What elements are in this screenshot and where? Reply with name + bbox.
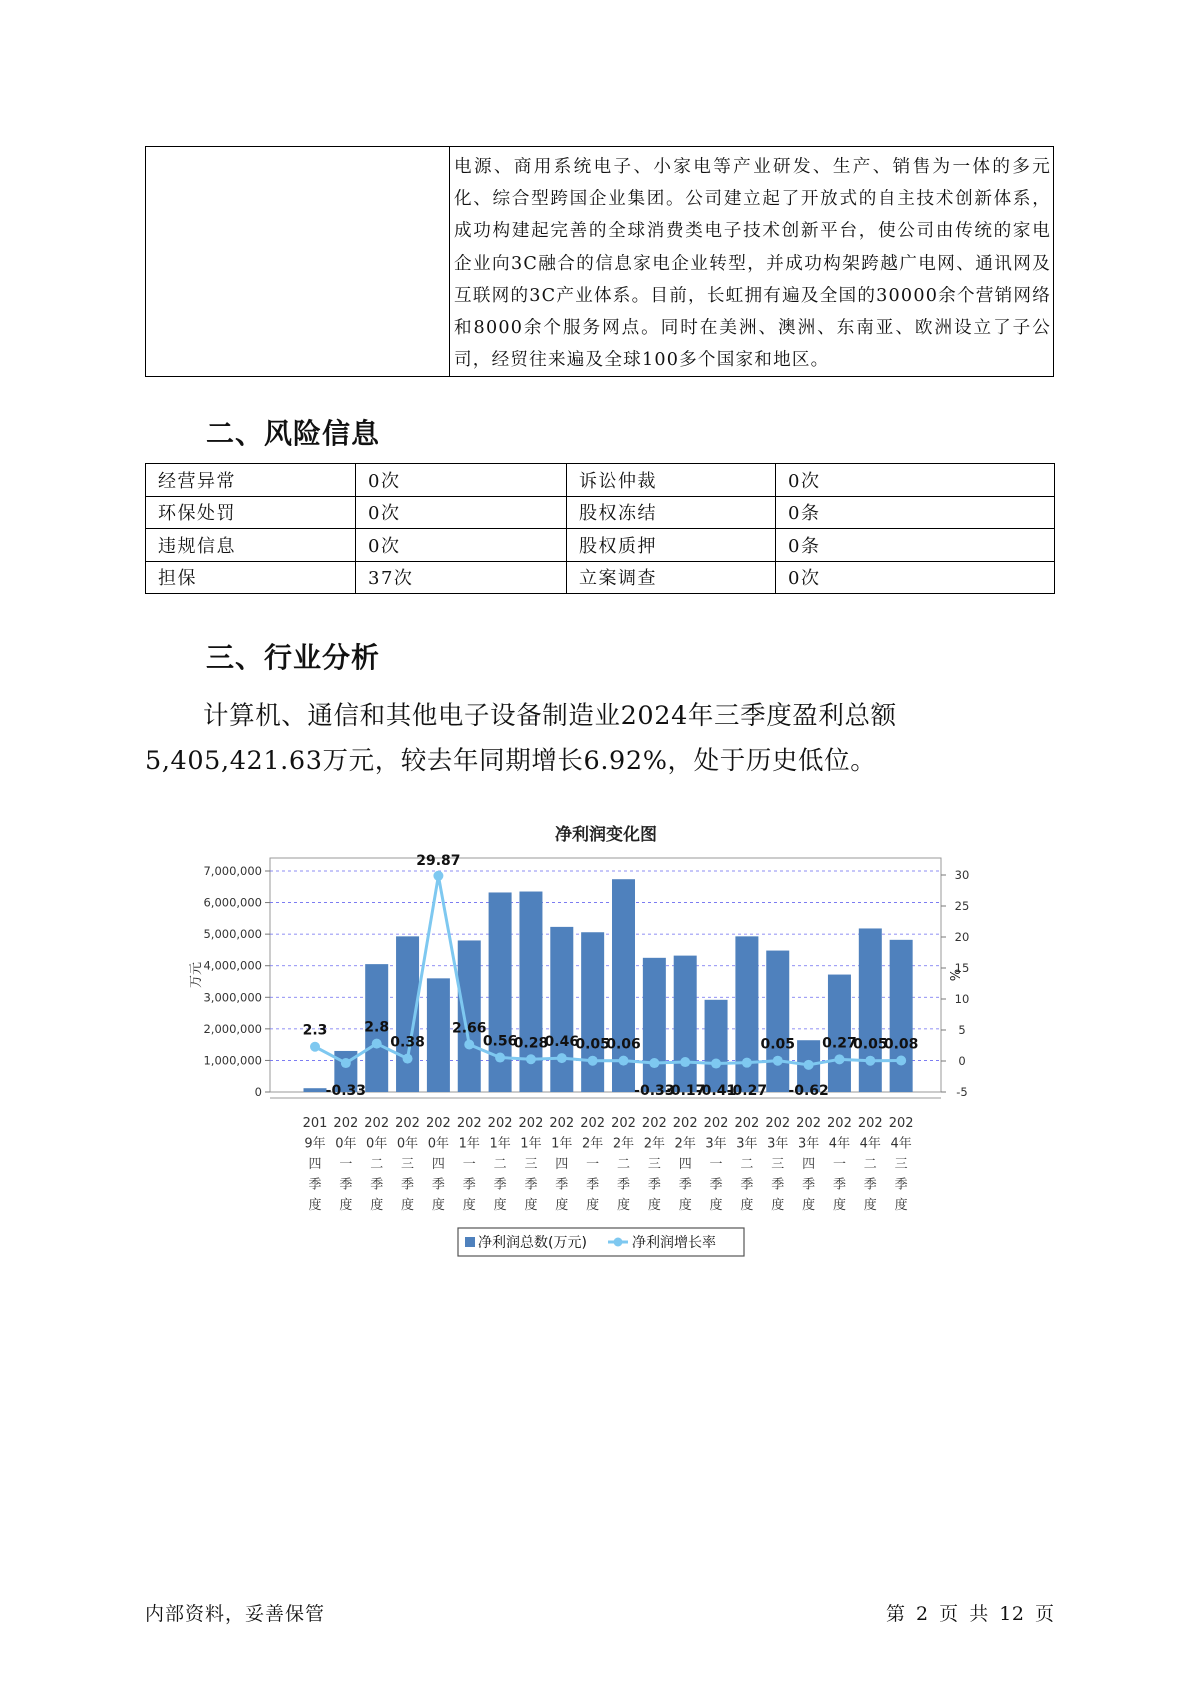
growth-rate-data-label: 0.06 [606,1036,641,1053]
y2-tick-label: -5 [956,1085,968,1099]
growth-rate-data-label: 0.28 [513,1035,549,1052]
y-tick-label: 7,000,000 [203,864,262,878]
growth-rate-data-label: -0.33 [634,1083,675,1099]
x-tick-label: 202 1年三季度 [518,1116,544,1213]
legend-line-label: 净利润增长率 [632,1235,716,1251]
growth-rate-point [619,1056,629,1066]
risk-row [146,561,1055,594]
growth-rate-data-label: 0.05 [575,1036,610,1053]
growth-rate-point [310,1042,320,1052]
company-intro-table [145,146,1054,377]
risk-value: 0次 [356,464,567,497]
y-tick-label: 5,000,000 [203,927,262,942]
risk-label: 立案调查 [567,561,776,594]
growth-rate-data-label: 0.38 [390,1034,425,1051]
growth-rate-data-label: 0.46 [544,1034,580,1051]
y2-tick-label: 15 [954,961,970,975]
growth-rate-point [557,1053,567,1063]
x-tick-label: 201 9年四季度 [302,1116,328,1213]
x-tick-label: 202 1年四季度 [549,1116,575,1213]
growth-rate-data-label: 2.8 [364,1019,390,1036]
risk-value: 0次 [776,464,1055,497]
growth-rate-data-label: 29.87 [416,852,461,869]
industry-paragraph [145,694,935,784]
x-tick-label: 202 2年二季度 [611,1116,636,1213]
risk-label: 经营异常 [146,464,356,497]
bar [458,940,481,1092]
x-tick-label: 202 0年二季度 [364,1116,390,1213]
x-tick-label: 202 3年二季度 [734,1116,760,1213]
risk-value: 37次 [356,561,567,594]
growth-rate-data-label: -0.33 [325,1083,367,1099]
risk-value: 0次 [356,529,567,562]
growth-rate-data-label: -0.62 [788,1083,829,1099]
x-tick-label: 202 4年二季度 [857,1116,883,1213]
risk-row [146,464,1055,497]
bar [735,936,758,1092]
y-tick-label: 0 [254,1085,262,1099]
growth-rate-point [341,1058,351,1068]
risk-value: 0条 [776,496,1055,529]
risk-value: 0次 [356,496,567,529]
growth-rate-point [526,1054,536,1064]
intro-text-cell [450,147,1054,377]
x-tick-label: 202 4年一季度 [827,1116,852,1213]
growth-rate-point [711,1059,721,1069]
y2-tick-label: 20 [954,930,970,944]
y-tick-label: 3,000,000 [203,990,262,1005]
growth-rate-point [896,1056,906,1066]
y-tick-label: 4,000,000 [203,958,262,973]
footer-confidential-note: 内部资料，妥善保管 [145,1603,326,1625]
risk-info-table [145,463,1055,594]
y-tick-label: 1,000,000 [203,1053,262,1068]
y-axis-label: 万元 [189,961,204,989]
x-tick-label: 202 0年一季度 [333,1116,359,1213]
growth-rate-point [773,1056,783,1066]
bar [859,928,882,1092]
x-tick-label: 202 0年三季度 [395,1116,420,1213]
growth-rate-data-label: 0.08 [883,1036,919,1053]
x-tick-label: 202 4年三季度 [888,1116,914,1213]
growth-rate-data-label: 2.3 [302,1022,328,1039]
growth-rate-data-label: 0.05 [853,1036,888,1053]
growth-rate-point [495,1053,505,1063]
company-intro-text: 电源、商用系统电子、小家电等产业研发、生产、销售为一体的多元化、综合型跨国企业集团。公司建立起了开放式的自主技术创新体系，成功构建起完善的全球消费类电子技术创新平台，使公司由传统的家电企业向3C融合的信息家电企业转型，并成功构架跨越广电网、通讯网及互联网的3C产业体系。目前，长虹拥有遍及全国的30000余个营销网络和8000余个服务网点。同时在美洲、澳洲、东南亚、欧洲设立了子公司，经贸往来遍及全球100多个国家和地区。 [454,157,1051,371]
chart-title: 净利润变化图 [555,825,657,845]
y2-tick-label: 30 [954,868,970,882]
growth-rate-point [804,1060,814,1070]
industry-paragraph-text: 计算机、通信和其他电子设备制造业2024年三季度盈利总额5,405,421.63万元，较去年同期增长6.92%，处于历史低位。 [145,701,897,776]
y-tick-label: 2,000,000 [203,1021,262,1036]
x-tick-label: 202 2年四季度 [672,1116,698,1213]
growth-rate-point [834,1054,844,1064]
bar [427,978,450,1092]
growth-rate-point [865,1056,875,1066]
growth-rate-data-label: -0.27 [726,1083,768,1099]
footer-page-number: 第 2 页 共 12 页 [886,1603,1055,1625]
bar [581,932,604,1092]
growth-rate-data-label: 0.27 [822,1035,857,1052]
growth-rate-point [742,1058,752,1068]
y2-tick-label: 5 [958,1023,966,1037]
y2-tick-label: 10 [954,992,970,1006]
bar [643,958,666,1092]
net-profit-chart [170,810,970,1270]
x-tick-label: 202 0年四季度 [425,1116,451,1213]
growth-rate-data-label: 0.05 [760,1036,796,1053]
growth-rate-point [372,1039,382,1049]
risk-value: 0条 [776,529,1055,562]
risk-label: 诉讼仲裁 [567,464,776,497]
industry-analysis-heading: 三、行业分析 [206,641,381,674]
growth-rate-point [433,871,443,881]
intro-label-cell [146,147,450,377]
risk-label: 担保 [146,561,356,594]
x-tick-label: 202 1年一季度 [456,1116,482,1213]
legend-bar-label: 净利润总数(万元) [478,1235,587,1251]
growth-rate-point [588,1056,598,1066]
legend-line-marker [614,1238,623,1247]
x-tick-label: 202 2年三季度 [641,1116,667,1213]
growth-rate-point [649,1058,659,1068]
x-tick-label: 202 3年四季度 [796,1116,822,1213]
x-tick-label: 202 3年一季度 [703,1116,729,1213]
y2-tick-label: 25 [954,899,970,913]
x-tick-label: 202 1年二季度 [487,1116,513,1213]
risk-label: 股权质押 [567,529,776,562]
y2-tick-label: 0 [958,1054,966,1068]
risk-info-heading: 二、风险信息 [206,417,381,450]
bar [705,1000,728,1092]
bar [828,975,851,1092]
bar [674,956,697,1092]
growth-rate-data-label: 0.56 [482,1033,518,1050]
risk-label: 环保处罚 [146,496,356,529]
y2-axis-label: % [946,968,961,982]
growth-rate-point [464,1040,474,1050]
bar [550,927,573,1092]
legend-bar-swatch [465,1237,475,1247]
growth-rate-data-label: -0.41 [695,1083,737,1099]
bar [766,951,789,1092]
growth-rate-data-label: -0.17 [665,1083,706,1099]
x-tick-label: 202 3年三季度 [765,1116,791,1213]
growth-rate-point [680,1057,690,1067]
y-tick-label: 6,000,000 [203,895,262,910]
bar [304,1088,327,1092]
risk-row [146,529,1055,562]
risk-row [146,496,1055,529]
risk-label: 违规信息 [146,529,356,562]
risk-value: 0次 [776,561,1055,594]
risk-label: 股权冻结 [567,496,776,529]
x-tick-label: 202 2年一季度 [580,1116,606,1213]
growth-rate-point [403,1054,413,1064]
growth-rate-data-label: 2.66 [451,1020,487,1037]
bar [890,940,913,1092]
